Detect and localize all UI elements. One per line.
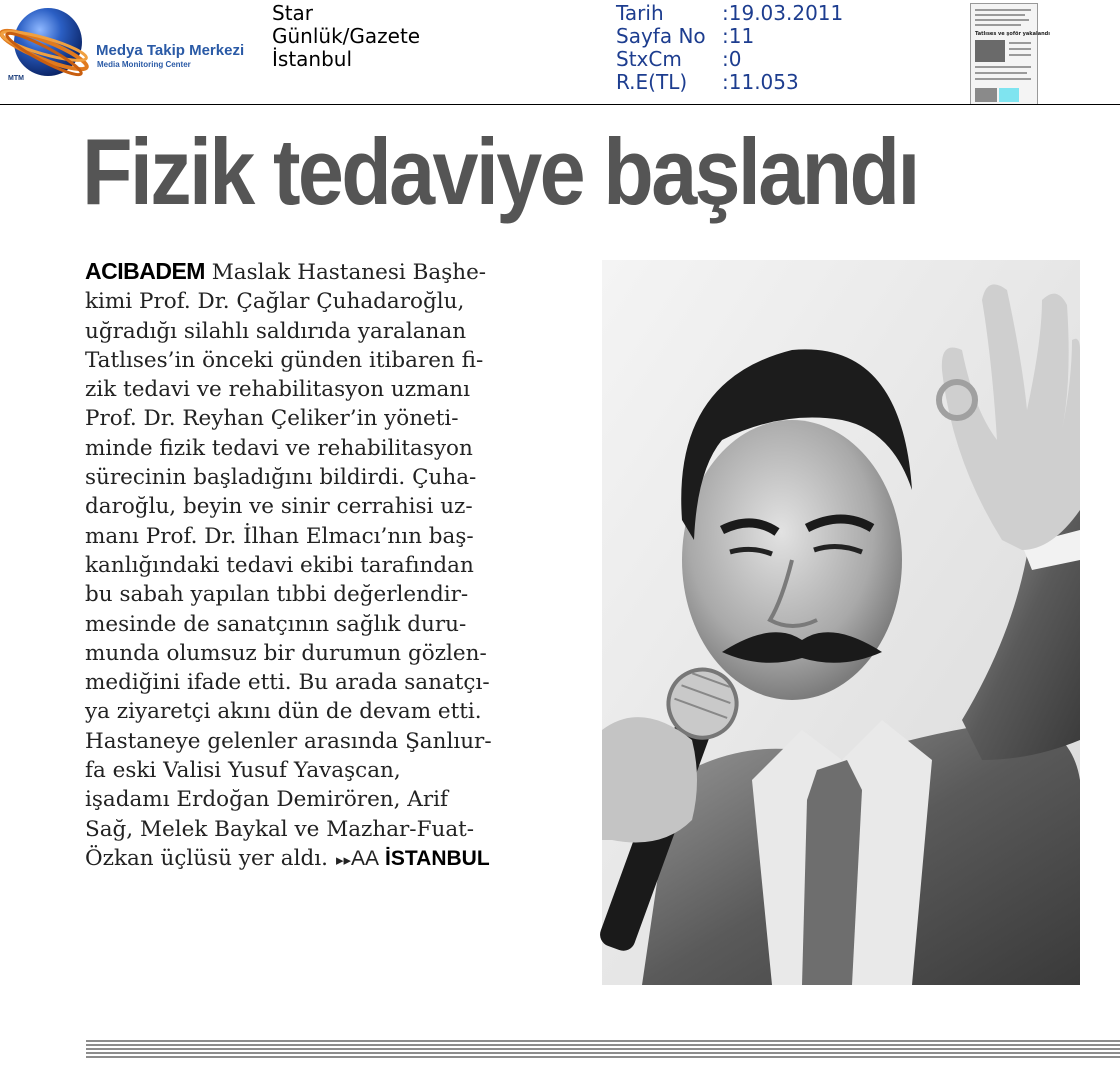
meta-row-date [616, 2, 843, 25]
dateline-city: İSTANBUL [385, 846, 490, 870]
meta-row-page [616, 25, 843, 48]
news-agency: AA [351, 846, 380, 870]
globe-logo-icon [0, 6, 96, 86]
thumb-text-line [975, 78, 1031, 80]
meta-row-stxcm [616, 48, 843, 71]
thumb-text-line [975, 9, 1031, 11]
article-line: mesinde de sanatçının sağlık duru- [85, 611, 467, 637]
article-line [85, 844, 545, 875]
article-line: Sağ, Melek Baykal ve Mazhar-Fuat- [85, 816, 475, 842]
publication-city: İstanbul [272, 47, 353, 71]
clipping-meta [616, 2, 843, 94]
footer-rule [86, 1052, 1120, 1054]
thumb-text-line [975, 19, 1029, 21]
logo-badge: MTM [8, 75, 24, 82]
article-line: işadamı Erdoğan Demirören, Arif [85, 787, 448, 813]
article-line: Hastaneye gelenler arasında Şanlıur- [85, 728, 492, 754]
publication-type: Günlük/Gazete [272, 24, 421, 48]
thumb-photo [975, 40, 1005, 62]
meta-row-ad-equivalent [616, 71, 843, 94]
thumb-text-line [1009, 42, 1031, 44]
thumb-photo [975, 88, 997, 102]
meta-key: R.E(TL) [616, 70, 688, 94]
publication-name: Star [272, 1, 314, 25]
article-line: uğradığı silahlı saldırıda yaralanan [85, 318, 467, 344]
article-line: sürecinin başladığını bildirdi. Çuha- [85, 465, 477, 491]
logo-name: Medya Takip Merkezi [96, 42, 245, 59]
thumb-text-line [1009, 54, 1031, 56]
footer-rule [86, 1040, 1120, 1042]
article-line: kanlığındaki tedavi ekibi tarafından [85, 552, 474, 578]
article-line: mediğini ifade etti. Bu arada sanatçı- [85, 670, 490, 696]
article-line: zik tedavi ve rehabilitasyon uzmanı [85, 377, 470, 403]
singer-photo [602, 260, 1080, 985]
article-line-text: Maslak Hastanesi Başhe- [204, 260, 487, 285]
meta-key: Tarih [616, 1, 664, 25]
publication-info [272, 2, 420, 71]
article-line: munda olumsuz bir durumun gözlen- [85, 640, 487, 666]
meta-value: :19.03.2011 [722, 1, 844, 25]
article-line: minde fizik tedavi ve rehabilitasyon [85, 435, 473, 461]
meta-value: :11 [722, 24, 755, 48]
meta-key: StxCm [616, 47, 682, 71]
footer-rule [86, 1048, 1120, 1050]
footer-rules [86, 1040, 1120, 1062]
page-thumbnail[interactable] [970, 3, 1050, 105]
meta-key: Sayfa No [616, 24, 706, 48]
thumb-text-line [975, 66, 1031, 68]
thumb-text-line [975, 14, 1025, 16]
article-line: daroğlu, beyin ve sinir cerrahisi uz- [85, 494, 473, 520]
article-line: Tatlıses’in önceki günden itibaren fi- [85, 347, 484, 373]
article-line: fa eski Valisi Yusuf Yavaşcan, [85, 758, 401, 784]
article-line [85, 257, 545, 287]
article-line: manı Prof. Dr. İlhan Elmacı’nın baş- [85, 523, 474, 549]
logo-subtitle: Media Monitoring Center [97, 60, 191, 69]
meta-value: :0 [722, 47, 742, 71]
article-body [85, 257, 545, 875]
article-line: ya ziyaretçi akını dün de devam etti. [85, 699, 482, 725]
double-arrow-icon: ▸▸ [335, 850, 352, 869]
meta-value: :11.053 [722, 70, 799, 94]
article-headline: Fizik tedaviye başlandı [82, 119, 918, 224]
header-divider [0, 104, 1120, 105]
article-lead: ACIBADEM [85, 258, 205, 284]
article-line-text: Özkan üçlüsü yer aldı. [85, 845, 328, 871]
thumb-title: Tatlıses ve şoför yakalandı [975, 31, 1050, 37]
thumb-text-line [975, 72, 1027, 74]
article-line: Prof. Dr. Reyhan Çeliker’in yöneti- [85, 406, 459, 432]
mtm-logo [0, 6, 270, 86]
footer-rule [86, 1044, 1120, 1046]
article-line: kimi Prof. Dr. Çağlar Çuhadaroğlu, [85, 289, 465, 315]
thumb-article-highlight [999, 88, 1019, 102]
thumb-text-line [975, 24, 1021, 26]
article-line: bu sabah yapılan tıbbi değerlendir- [85, 582, 469, 608]
footer-rule [86, 1056, 1120, 1058]
thumb-text-line [1009, 48, 1031, 50]
